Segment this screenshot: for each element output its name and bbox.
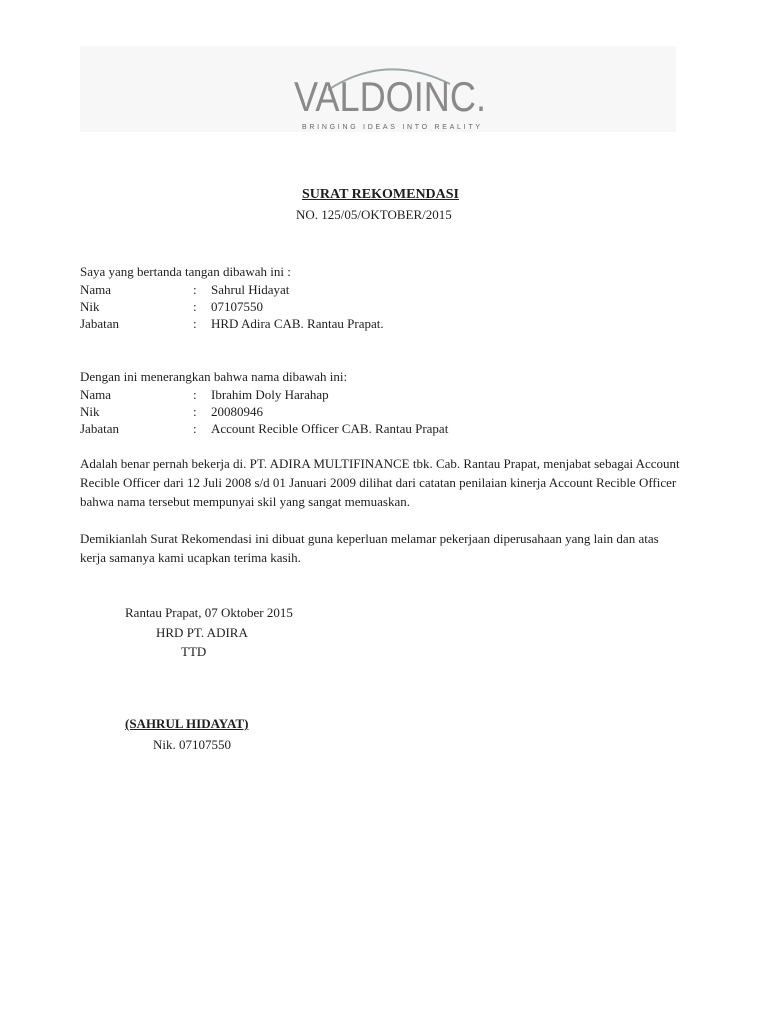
subject-value-nik: 20080946 <box>211 404 263 419</box>
signer-label-nama: Nama <box>80 282 112 297</box>
signer-value-jabatan: HRD Adira CAB. Rantau Prapat. <box>211 316 384 331</box>
body-paragraph-2: Demikianlah Surat Rekomendasi ini dibuat guna keperluan melamar pekerjaan diperusahaan yang lain dan atas kerja samanya kami ucapkan terima kasih. <box>80 531 659 565</box>
signer-sep: : <box>193 299 197 314</box>
signer-label-nik: Nik <box>80 299 100 314</box>
signatory-name: (SAHRUL HIDAYAT) <box>125 716 249 731</box>
subject-value-nama: Ibrahim Doly Harahap <box>211 387 329 402</box>
subject-label-jabatan: Jabatan <box>80 421 119 436</box>
signer-sep: : <box>193 282 197 297</box>
company-logo <box>80 46 676 132</box>
signer-sep: : <box>193 316 197 331</box>
subject-label-nik: Nik <box>80 404 100 419</box>
signer-label-jabatan: Jabatan <box>80 316 119 331</box>
signatory-nik: Nik. 07107550 <box>153 737 231 752</box>
closing-ttd: TTD <box>181 644 207 659</box>
letter-number: NO. 125/05/OKTOBER/2015 <box>296 207 452 222</box>
closing-org: HRD PT. ADIRA <box>156 625 248 640</box>
subject-label-nama: Nama <box>80 387 112 402</box>
signer-value-nama: Sahrul Hidayat <box>211 282 290 297</box>
subject-sep: : <box>193 421 197 436</box>
subject-intro: Dengan ini menerangkan bahwa nama dibawah ini: <box>80 369 348 384</box>
signer-intro: Saya yang bertanda tangan dibawah ini : <box>80 264 291 279</box>
logo-wordmark: VALDOINC. <box>294 73 486 120</box>
subject-sep: : <box>193 387 197 402</box>
signer-value-nik: 07107550 <box>211 299 263 314</box>
closing-place-date: Rantau Prapat, 07 Oktober 2015 <box>125 605 293 620</box>
body-paragraph-1: Adalah benar pernah bekerja di. PT. ADIRA MULTIFINANCE tbk. Cab. Rantau Prapat, menjabat sebagai Account Recible Officer dari 12 Juli 2008 s/d 01 Januari 2009 dilihat dari catatan penilaian kinerja Account Recible Officer bahwa nama tersebut mempunyai skil yang sangat memuaskan. <box>80 456 680 509</box>
logo-tagline: BRINGING IDEAS INTO REALITY <box>302 124 480 131</box>
logo-graphic <box>80 46 676 132</box>
subject-value-jabatan: Account Recible Officer CAB. Rantau Prapat <box>211 421 449 436</box>
subject-sep: : <box>193 404 197 419</box>
letter-title: SURAT REKOMENDASI <box>302 187 460 202</box>
